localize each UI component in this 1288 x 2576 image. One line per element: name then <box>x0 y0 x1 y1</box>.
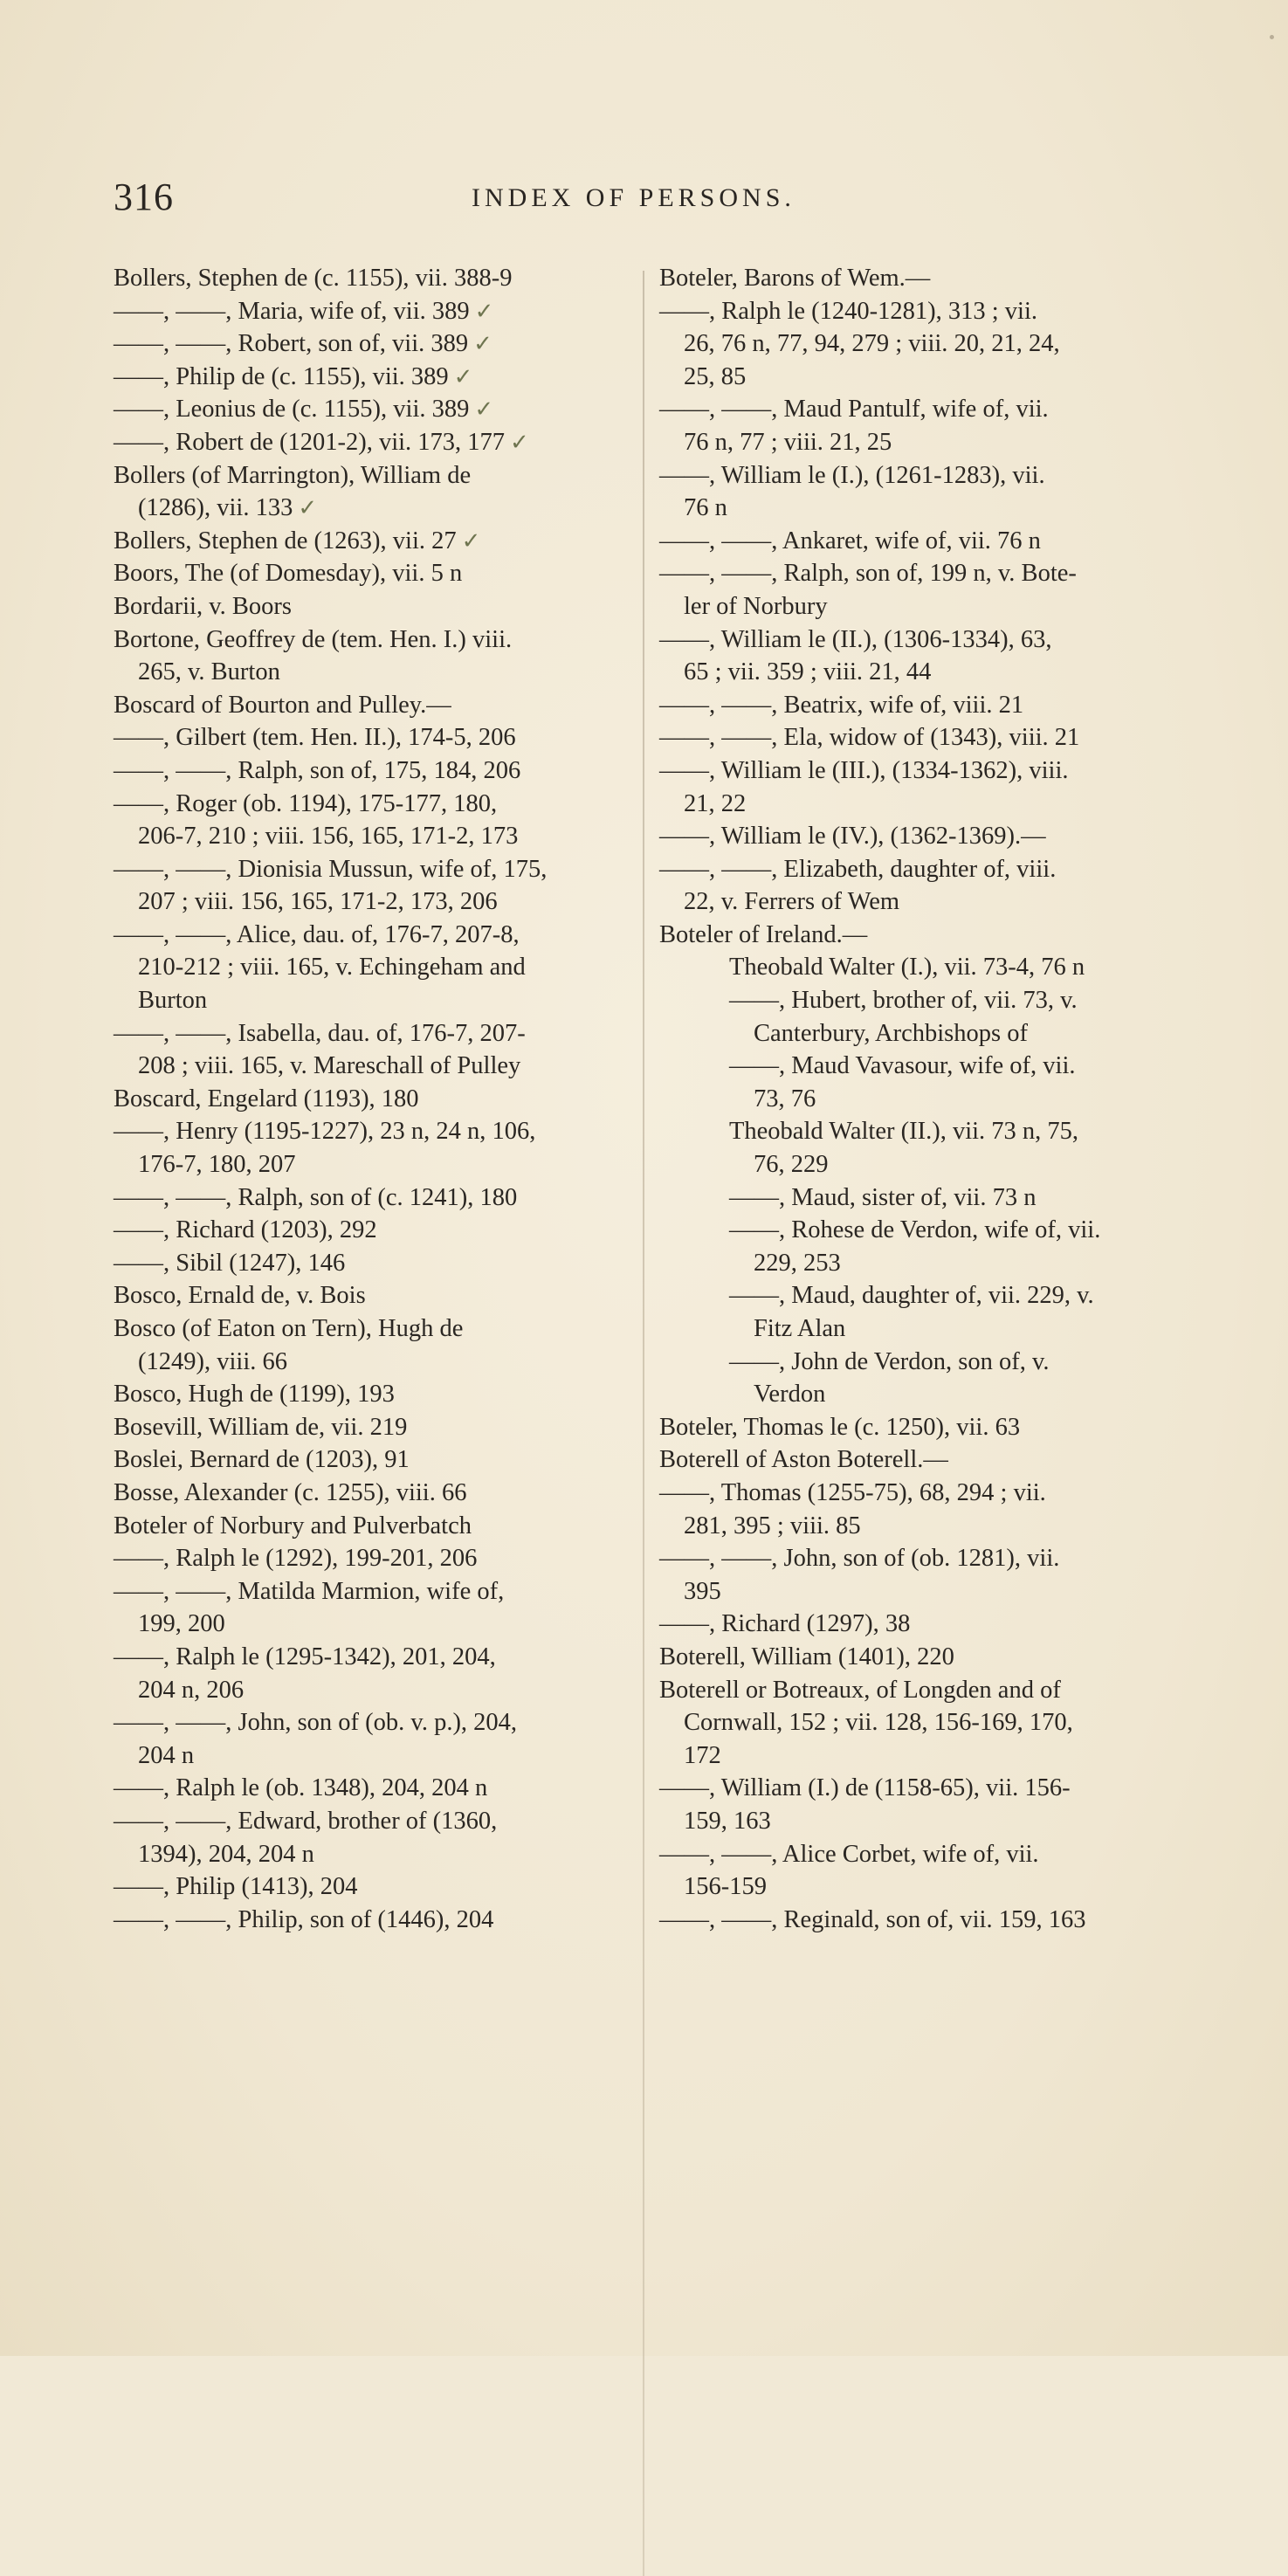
index-entry-line <box>114 951 637 984</box>
index-entry-line <box>659 327 1174 361</box>
entry-text: 206-7, 210 ; viii. 156, 165, 171-2, 173 <box>138 823 519 851</box>
index-entry-line <box>659 1641 1174 1674</box>
index-entry-line <box>659 1608 1174 1641</box>
pencil-checkmark-icon: ✓ <box>461 527 481 554</box>
index-entry-line <box>659 1542 1174 1575</box>
entry-text: ——, Ralph le (ob. 1348), 204, 204 n <box>114 1774 488 1802</box>
entry-text: ——, ——, Ralph, son of, 175, 184, 206 <box>114 756 521 784</box>
entry-text: 210-212 ; viii. 165, v. Echingeham and <box>138 954 526 981</box>
entry-text: 395 <box>684 1577 721 1605</box>
index-entry-line <box>659 1279 1174 1312</box>
index-entry-line <box>659 1575 1174 1608</box>
entry-text: Canterbury, Archbishops of <box>754 1019 1028 1047</box>
entry-text: Bollers (of Marrington), William de <box>114 461 472 489</box>
index-entry-line <box>114 1378 637 1411</box>
entry-text: Bosse, Alexander (c. 1255), viii. 66 <box>114 1478 467 1506</box>
index-entry-line <box>114 1346 637 1379</box>
index-entry-line <box>114 1148 637 1181</box>
entry-text: ——, Richard (1203), 292 <box>114 1216 377 1244</box>
entry-text: ——, Roger (ob. 1194), 175-177, 180, <box>114 789 498 817</box>
index-entry-line <box>659 820 1174 853</box>
entry-text: Boors, The (of Domesday), vii. 5 n <box>114 560 463 588</box>
entry-text: ——, ——, Maria, wife of, vii. 389 <box>114 297 470 325</box>
entry-text: 199, 200 <box>138 1610 225 1638</box>
entry-text: Boteler of Ireland.— <box>659 920 868 948</box>
index-entry-line <box>114 885 637 919</box>
index-entry-line <box>659 1214 1174 1247</box>
pencil-checkmark-icon: ✓ <box>298 495 318 521</box>
index-entry-line <box>114 853 637 886</box>
entry-text: ——, Ralph le (1292), 199-201, 206 <box>114 1545 478 1573</box>
entry-text: 159, 163 <box>684 1807 771 1835</box>
entry-text: 172 <box>684 1741 721 1769</box>
entry-text: ——, Philip (1413), 204 <box>114 1873 358 1901</box>
index-entry-line <box>114 1312 637 1346</box>
index-entry-line <box>114 1247 637 1280</box>
index-entry-line <box>659 492 1174 525</box>
index-entry-line <box>659 721 1174 754</box>
index-entry-line <box>659 1904 1174 1937</box>
index-entry-line <box>114 327 637 361</box>
index-entry-line <box>114 1050 637 1083</box>
entry-text: ——, ——, Elizabeth, daughter of, viii. <box>659 855 1057 883</box>
entry-text: 229, 253 <box>754 1249 841 1277</box>
page-number: 316 <box>114 176 174 218</box>
entry-text: Bordarii, v. Boors <box>114 592 292 620</box>
entry-text: ——, Sibil (1247), 146 <box>114 1249 346 1277</box>
entry-text: ——, Thomas (1255-75), 68, 294 ; vii. <box>659 1478 1046 1506</box>
entry-text: 156-159 <box>684 1873 767 1901</box>
index-entry-line <box>114 1017 637 1050</box>
entry-text: (1286), vii. 133 <box>138 494 293 522</box>
index-entry-line <box>114 1772 637 1805</box>
index-entry-line <box>114 426 637 459</box>
pencil-checkmark-icon: ✓ <box>510 429 529 455</box>
index-entry-line <box>659 1772 1174 1805</box>
index-entry-line <box>659 1510 1174 1543</box>
entry-text: ——, William le (IV.), (1362-1369).— <box>659 823 1046 851</box>
index-entry-line <box>659 426 1174 459</box>
entry-text: 208 ; viii. 165, v. Mareschall of Pulley <box>138 1052 521 1080</box>
entry-text: ——, ——, Ralph, son of (c. 1241), 180 <box>114 1183 518 1211</box>
index-entry-line <box>659 754 1174 788</box>
index-entry-line <box>114 1706 637 1739</box>
entry-text: Fitz Alan <box>754 1315 846 1342</box>
entry-text: Boterell, William (1401), 220 <box>659 1643 954 1670</box>
index-entry-line <box>659 1083 1174 1116</box>
entry-text: Bosevill, William de, vii. 219 <box>114 1413 408 1441</box>
index-entry-line <box>114 1542 637 1575</box>
index-entry-line <box>114 525 637 558</box>
entry-text: ——, Gilbert (tem. Hen. II.), 174-5, 206 <box>114 724 516 752</box>
entry-text: Bollers, Stephen de (1263), vii. 27 <box>114 527 457 554</box>
index-entry-line <box>114 295 637 328</box>
entry-text: ——, ——, Matilda Marmion, wife of, <box>114 1577 505 1605</box>
entry-text: Theobald Walter (II.), vii. 73 n, 75, <box>729 1118 1079 1146</box>
entry-text: Boscard, Engelard (1193), 180 <box>114 1085 419 1112</box>
index-entry-line <box>114 1870 637 1904</box>
index-entry-line <box>659 1050 1174 1083</box>
entry-text: ——, William le (III.), (1334-1362), viii. <box>659 756 1069 784</box>
index-entry-line <box>659 1148 1174 1181</box>
index-entry-line <box>659 1181 1174 1215</box>
index-entry-line <box>114 1575 637 1608</box>
index-entry-line <box>114 1838 637 1871</box>
entry-text: 25, 85 <box>684 362 747 390</box>
entry-text: 22, v. Ferrers of Wem <box>684 888 900 916</box>
index-entry-line <box>659 1115 1174 1148</box>
index-entry-line <box>114 1641 637 1674</box>
entry-text: ——, ——, Ela, widow of (1343), viii. 21 <box>659 724 1080 752</box>
entry-text: 76 n, 77 ; viii. 21, 25 <box>684 428 892 456</box>
entry-text: ——, William (I.) de (1158-65), vii. 156- <box>659 1774 1071 1802</box>
entry-text: ——, Rohese de Verdon, wife of, vii. <box>729 1216 1101 1244</box>
entry-text: ——, ——, Philip, son of (1446), 204 <box>114 1905 494 1933</box>
entry-text: 265, v. Burton <box>138 658 280 686</box>
index-entry-line <box>659 1443 1174 1477</box>
index-entry-line <box>659 525 1174 558</box>
index-entry-line <box>114 820 637 853</box>
entry-text: ——, ——, Ankaret, wife of, vii. 76 n <box>659 527 1041 554</box>
index-entry-line <box>659 1838 1174 1871</box>
entry-text: Cornwall, 152 ; vii. 128, 156-169, 170, <box>684 1709 1073 1737</box>
entry-text: ——, Robert de (1201-2), vii. 173, 177 <box>114 428 506 456</box>
index-entry-line <box>659 262 1174 295</box>
index-entry-line <box>659 885 1174 919</box>
entry-text: Bollers, Stephen de (c. 1155), vii. 388-9 <box>114 265 513 292</box>
entry-text: ——, William le (II.), (1306-1334), 63, <box>659 625 1052 653</box>
index-entry-line <box>114 1608 637 1641</box>
index-entry-line <box>659 984 1174 1017</box>
entry-text: 176-7, 180, 207 <box>138 1151 296 1179</box>
entry-text: ——, Philip de (c. 1155), vii. 389 <box>114 362 449 390</box>
entry-text: 207 ; viii. 156, 165, 171-2, 173, 206 <box>138 888 498 916</box>
paper-speck <box>1270 35 1274 39</box>
index-entry-line <box>114 1083 637 1116</box>
entry-text: ——, Maud, sister of, vii. 73 n <box>729 1183 1037 1211</box>
index-entry-line <box>114 1411 637 1444</box>
index-entry-line <box>114 689 637 722</box>
entry-text: 1394), 204, 204 n <box>138 1840 314 1868</box>
entry-text: ——, ——, Dionisia Mussun, wife of, 175, <box>114 855 548 883</box>
page-header <box>0 175 1288 227</box>
index-entry-line <box>659 1017 1174 1050</box>
entry-text: ——, Leonius de (c. 1155), vii. 389 <box>114 396 470 424</box>
entry-text: ——, Maud, daughter of, vii. 229, v. <box>729 1282 1094 1310</box>
entry-text: ——, Ralph le (1240-1281), 313 ; vii. <box>659 297 1037 325</box>
index-entry-line <box>659 623 1174 657</box>
entry-text: Verdon <box>754 1381 826 1409</box>
entry-text: Bosco (of Eaton on Tern), Hugh de <box>114 1315 464 1342</box>
entry-text: ——, ——, Reginald, son of, vii. 159, 163 <box>659 1905 1086 1933</box>
index-entry-line <box>659 1312 1174 1346</box>
entry-text: 73, 76 <box>754 1085 816 1112</box>
index-entry-line <box>114 623 637 657</box>
entry-text: ——, ——, John, son of (ob. v. p.), 204, <box>114 1709 518 1737</box>
entry-text: ——, ——, Edward, brother of (1360, <box>114 1807 498 1835</box>
column-divider <box>643 271 644 2576</box>
entry-text: Burton <box>138 987 208 1015</box>
index-entry-line <box>114 1510 637 1543</box>
index-entry-line <box>114 721 637 754</box>
entry-text: ——, Maud Vavasour, wife of, vii. <box>729 1052 1076 1080</box>
entry-text: ——, ——, Alice, dau. of, 176-7, 207-8, <box>114 920 520 948</box>
index-entry-line <box>114 754 637 788</box>
index-entry-line <box>659 1378 1174 1411</box>
entry-text: 204 n, 206 <box>138 1676 245 1704</box>
index-entry-line <box>659 459 1174 492</box>
index-entry-line <box>114 656 637 689</box>
index-entry-line <box>114 1674 637 1707</box>
index-entry-line <box>659 1346 1174 1379</box>
index-entry-line <box>659 590 1174 623</box>
index-entry-line <box>114 1181 637 1215</box>
entry-text: 26, 76 n, 77, 94, 279 ; viii. 20, 21, 24, <box>684 330 1060 358</box>
entry-text: ——, ——, Robert, son of, vii. 389 <box>114 330 469 358</box>
index-entry-line <box>114 361 637 394</box>
index-entry-line <box>114 1904 637 1937</box>
index-entry-line <box>114 1477 637 1510</box>
index-entry-line <box>114 984 637 1017</box>
entry-text: Boscard of Bourton and Pulley.— <box>114 691 451 719</box>
index-entry-line <box>114 492 637 525</box>
entry-text: Bosco, Ernald de, v. Bois <box>114 1282 366 1310</box>
index-entry-line <box>114 1115 637 1148</box>
index-entry-line <box>114 393 637 426</box>
index-entry-line <box>659 393 1174 426</box>
index-entry-line <box>659 1674 1174 1707</box>
pencil-checkmark-icon: ✓ <box>453 363 473 389</box>
index-entry-line <box>114 788 637 821</box>
index-entry-line <box>659 919 1174 952</box>
pencil-checkmark-icon: ✓ <box>473 331 492 357</box>
index-entry-line <box>114 557 637 590</box>
index-entry-line <box>114 1214 637 1247</box>
entry-text: 281, 395 ; viii. 85 <box>684 1512 861 1539</box>
entry-text: ——, ——, Ralph, son of, 199 n, v. Bote- <box>659 560 1077 588</box>
entry-text: ——, Henry (1195-1227), 23 n, 24 n, 106, <box>114 1118 536 1146</box>
entry-text: Boterell of Aston Boterell.— <box>659 1446 948 1474</box>
index-entry-line <box>659 295 1174 328</box>
index-entry-line <box>114 459 637 492</box>
entry-text: Boslei, Bernard de (1203), 91 <box>114 1446 410 1474</box>
index-entry-line <box>114 1805 637 1838</box>
index-entry-line <box>114 1443 637 1477</box>
running-head: INDEX OF PERSONS. <box>472 183 796 212</box>
entry-text: 21, 22 <box>684 789 747 817</box>
entry-text: 76 n <box>684 494 727 522</box>
index-entry-line <box>659 361 1174 394</box>
entry-text: ——, Ralph le (1295-1342), 201, 204, <box>114 1643 496 1670</box>
entry-text: Boterell or Botreaux, of Longden and of <box>659 1676 1061 1704</box>
index-entry-line <box>659 689 1174 722</box>
entry-text: (1249), viii. 66 <box>138 1347 287 1375</box>
entry-text: 76, 229 <box>754 1151 829 1179</box>
entry-text: ——, ——, Isabella, dau. of, 176-7, 207- <box>114 1019 526 1047</box>
entry-text: ——, ——, Alice Corbet, wife of, vii. <box>659 1840 1039 1868</box>
entry-text: ——, ——, John, son of (ob. 1281), vii. <box>659 1545 1060 1573</box>
index-entry-line <box>114 919 637 952</box>
index-entry-line <box>659 1247 1174 1280</box>
entry-text: Theobald Walter (I.), vii. 73-4, 76 n <box>729 954 1085 981</box>
index-entry-line <box>114 1279 637 1312</box>
entry-text: ——, John de Verdon, son of, v. <box>729 1347 1050 1375</box>
right-column <box>659 262 1174 1936</box>
left-column <box>114 262 637 1936</box>
entry-text: ler of Norbury <box>684 592 828 620</box>
entry-text: Bosco, Hugh de (1199), 193 <box>114 1381 395 1409</box>
entry-text: ——, ——, Maud Pantulf, wife of, vii. <box>659 396 1049 424</box>
index-entry-line <box>114 262 637 295</box>
entry-text: Boteler, Thomas le (c. 1250), vii. 63 <box>659 1413 1021 1441</box>
entry-text: 65 ; vii. 359 ; viii. 21, 44 <box>684 658 932 686</box>
index-entry-line <box>659 557 1174 590</box>
index-entry-line <box>659 1739 1174 1773</box>
index-entry-line <box>659 656 1174 689</box>
entry-text: ——, ——, Beatrix, wife of, viii. 21 <box>659 691 1024 719</box>
pencil-checkmark-icon: ✓ <box>474 298 494 324</box>
entry-text: Bortone, Geoffrey de (tem. Hen. I.) viii. <box>114 625 513 653</box>
entry-text: Boteler, Barons of Wem.— <box>659 265 931 292</box>
entry-text: ——, Hubert, brother of, vii. 73, v. <box>729 987 1078 1015</box>
index-entry-line <box>659 1870 1174 1904</box>
entry-text: ——, Richard (1297), 38 <box>659 1610 911 1638</box>
index-entry-line <box>659 1706 1174 1739</box>
entry-text: Boteler of Norbury and Pulverbatch <box>114 1512 472 1539</box>
index-entry-line <box>659 853 1174 886</box>
pencil-checkmark-icon: ✓ <box>474 396 494 423</box>
index-entry-line <box>659 788 1174 821</box>
index-entry-line <box>659 1805 1174 1838</box>
index-entry-line <box>659 1411 1174 1444</box>
index-entry-line <box>114 1739 637 1773</box>
entry-text: ——, William le (I.), (1261-1283), vii. <box>659 461 1045 489</box>
index-entry-line <box>659 1477 1174 1510</box>
entry-text: 204 n <box>138 1741 195 1769</box>
index-entry-line <box>114 590 637 623</box>
index-entry-line <box>659 951 1174 984</box>
